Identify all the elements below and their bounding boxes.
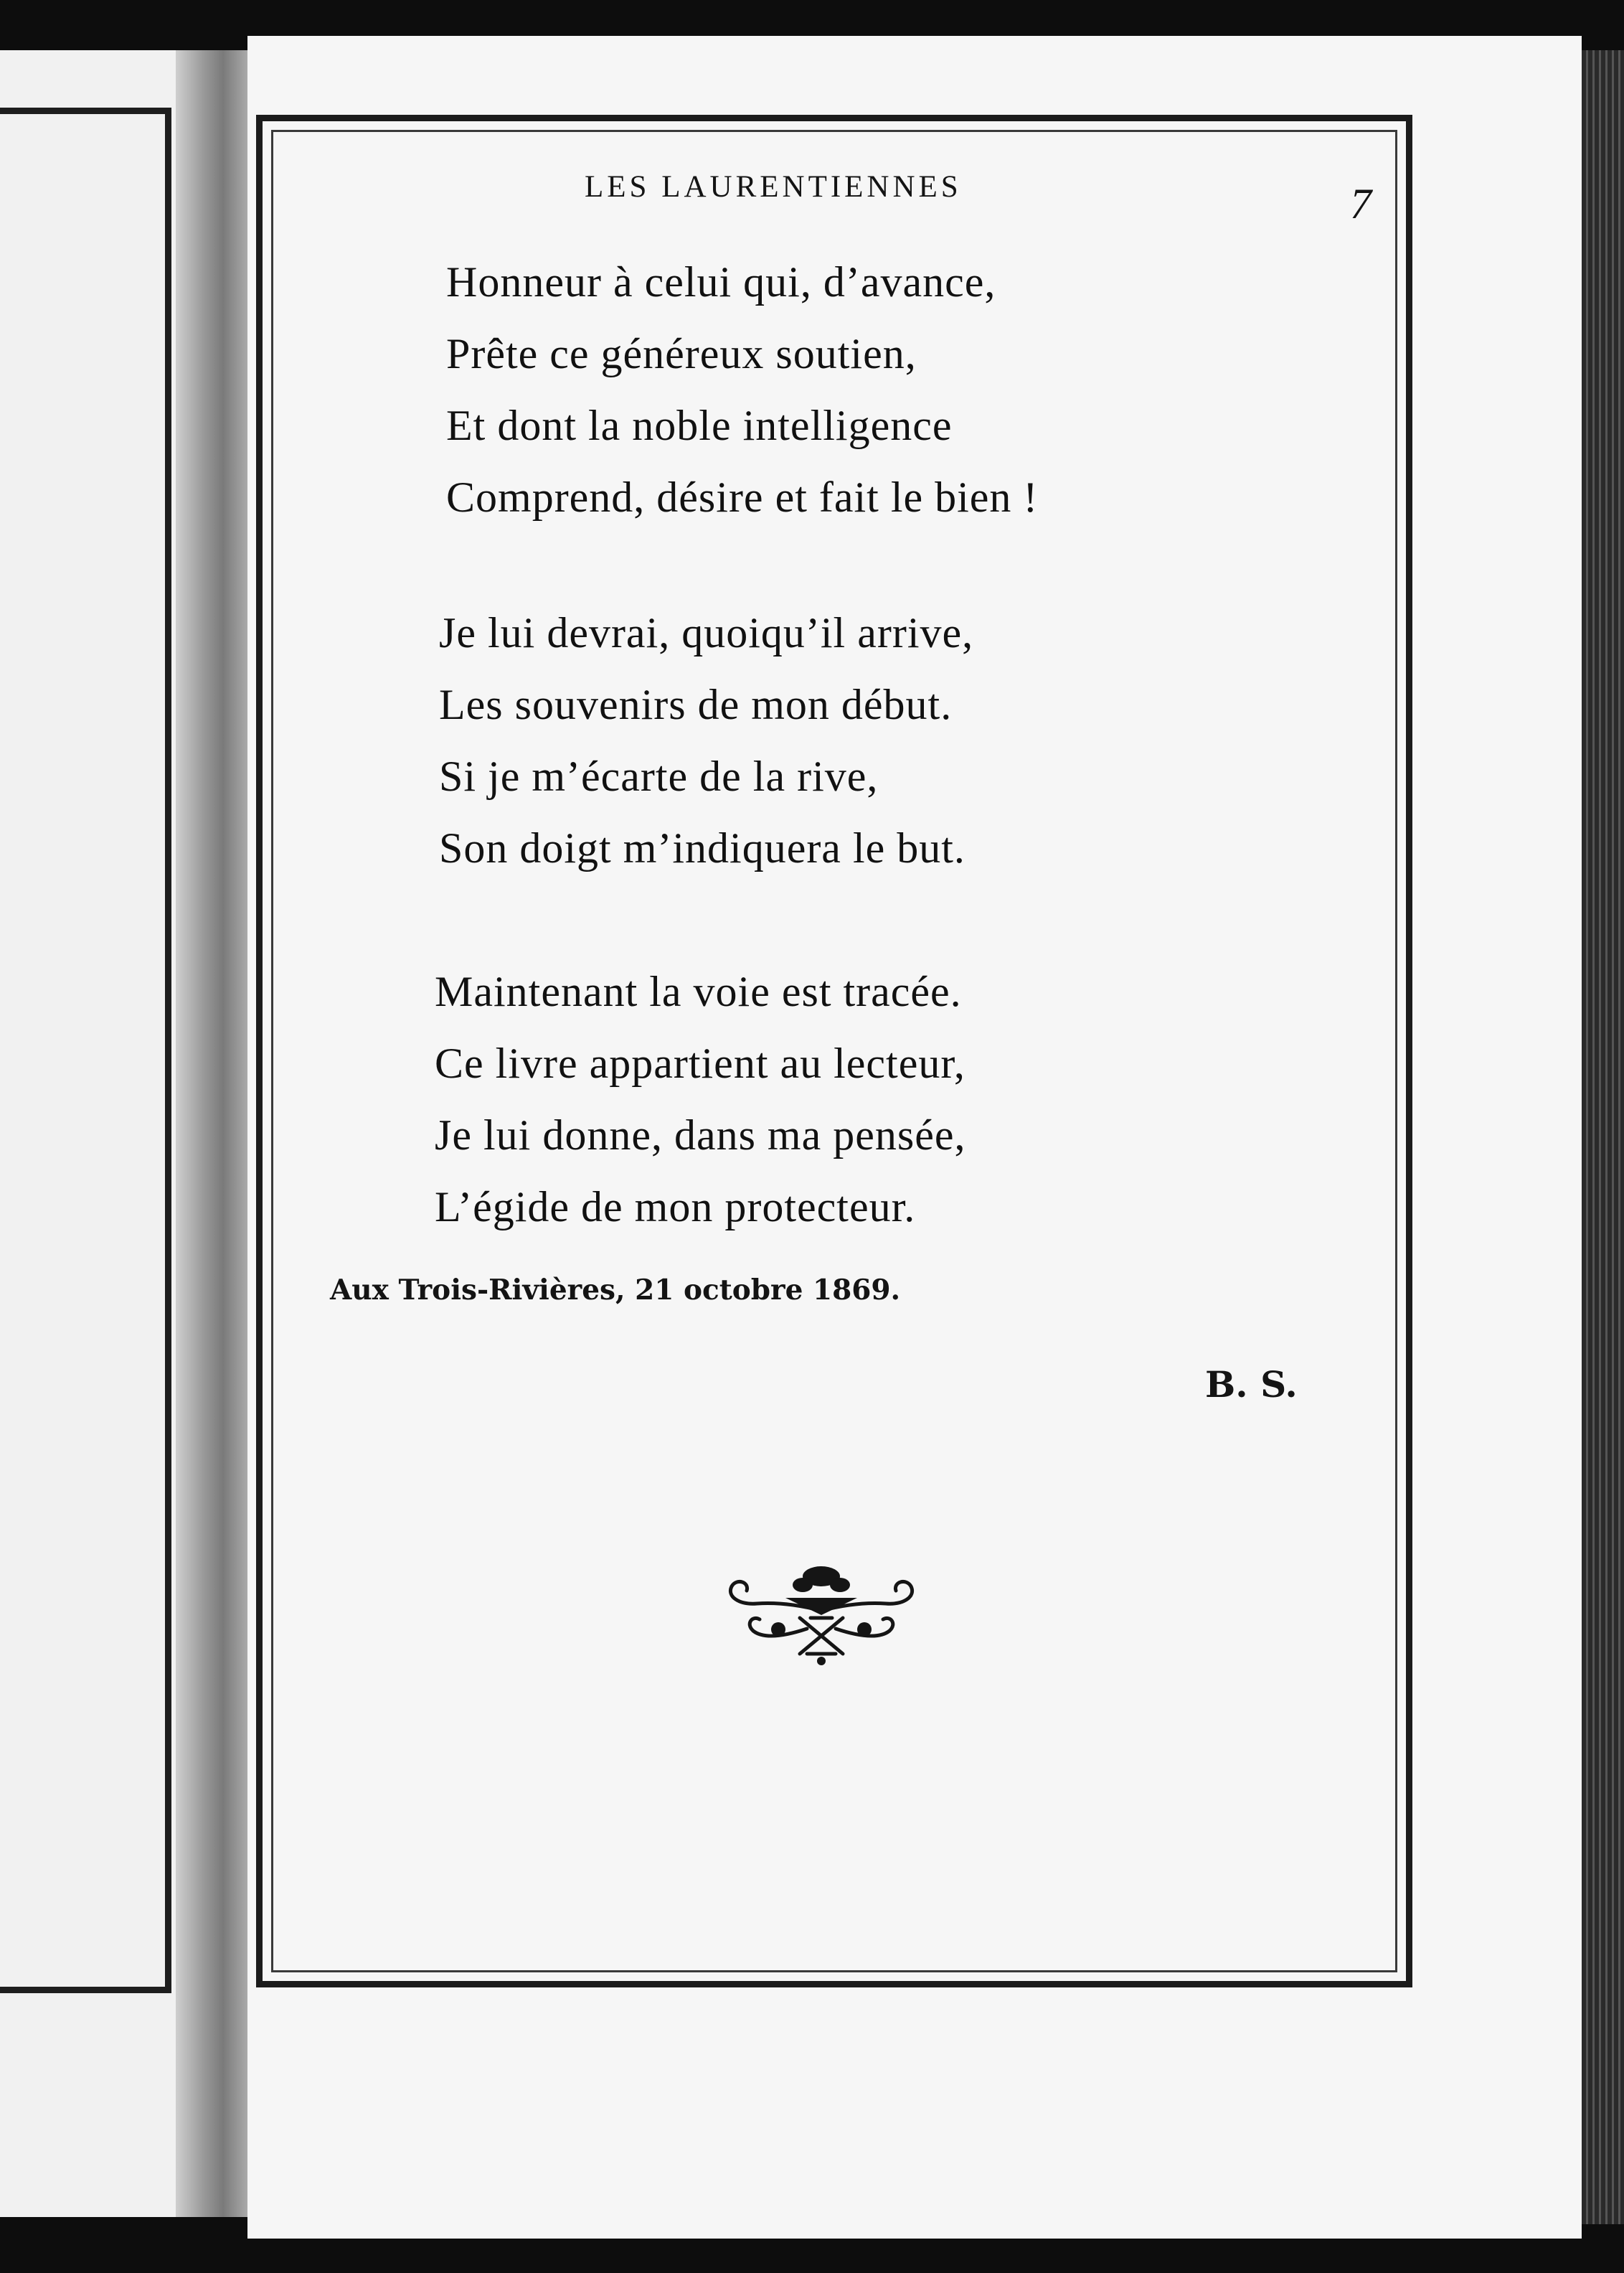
verse-line: Si je m’écarte de la rive, [439,753,879,800]
running-head: LES LAURENTIENNES [585,170,962,204]
stanza-1 [446,246,1038,533]
page-edges [1582,50,1624,2224]
book-gutter [176,50,255,2217]
verse-line: Honneur à celui qui, d’avance, [446,258,996,306]
verse-line: Je lui donne, dans ma pensée, [435,1111,966,1159]
stanza-2 [439,597,973,884]
verse-line: Comprend, désire et fait le bien ! [446,474,1039,521]
verse-line: Prête ce généreux soutien, [446,330,917,377]
verse-line: Ce livre appartient au lecteur, [435,1040,966,1087]
verse-line: Et dont la noble intelligence [446,402,953,449]
verse-line: L’égide de mon protecteur. [435,1183,916,1230]
place-and-date: Aux Trois-Rivières, 21 octobre 1869. [330,1274,901,1307]
facing-page-border [0,108,171,1993]
fleuron-ornament-icon [714,1561,929,1675]
verse-line: Les souvenirs de mon début. [439,681,953,728]
signature-initials: B. S. [1205,1363,1298,1406]
verse-line: Maintenant la voie est tracée. [435,968,962,1015]
page-number: 7 [1350,180,1372,227]
verse-line: Je lui devrai, quoiqu’il arrive, [439,609,974,657]
verse-line: Son doigt m’indiquera le but. [439,824,966,872]
facing-page-fragment [0,50,194,2217]
stanza-3 [435,956,966,1243]
